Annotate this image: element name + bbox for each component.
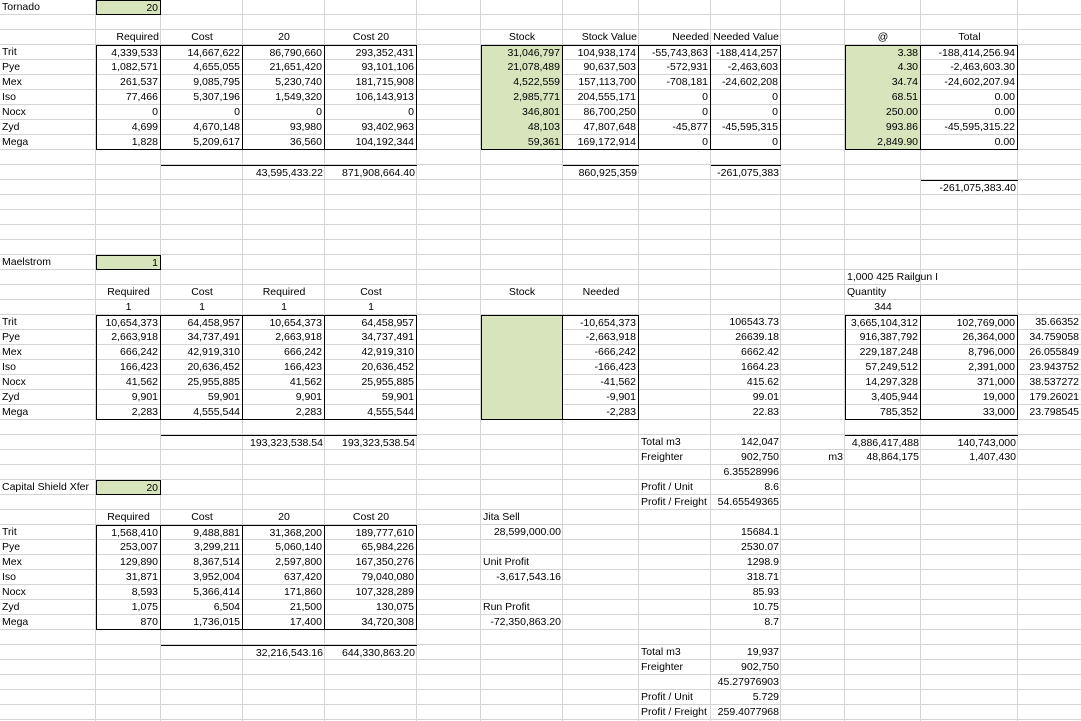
m3-label[interactable]: m3 (828, 451, 843, 463)
table-cell-cost[interactable]: 20,636,452 (161, 360, 243, 375)
table-cell-railgun[interactable]: 33,000 (921, 405, 1018, 420)
table-cell-needed[interactable]: -166,423 (563, 360, 639, 375)
table-cell-quantity[interactable]: 14,297,328 (845, 375, 921, 390)
freighter-ratio[interactable]: 6.35528996 (723, 466, 779, 478)
table-cell-cost-qty[interactable]: 107,328,289 (325, 585, 417, 600)
table-cell-needed-value[interactable]: -45,595,315 (711, 120, 781, 135)
header-required-2[interactable]: Required (262, 286, 306, 298)
table-cell-required-2[interactable]: 166,423 (243, 360, 325, 375)
mineral-name[interactable]: Mega (2, 616, 29, 628)
table-cell-at-price[interactable]: 68.51 (845, 90, 921, 105)
header-cost-qty[interactable]: Cost 20 (352, 511, 390, 523)
table-cell-cost-qty[interactable]: 0 (325, 105, 417, 120)
table-cell-total[interactable]: -2,463,603.30 (921, 60, 1018, 75)
grand-total[interactable]: -261,075,383.40 (921, 180, 1018, 195)
table-cell-m3[interactable]: 22.83 (752, 406, 779, 418)
table-cell-required[interactable]: 253,007 (96, 540, 161, 555)
subheader-required-2[interactable]: 1 (281, 301, 287, 313)
table-cell-stock[interactable]: 346,801 (481, 105, 563, 120)
table-cell-railgun[interactable]: 102,769,000 (921, 315, 1018, 330)
table-cell-cost-qty[interactable]: 293,352,431 (325, 45, 417, 60)
table-cell-total[interactable]: -45,595,315.22 (921, 120, 1018, 135)
table-cell-cost[interactable]: 3,299,211 (161, 540, 243, 555)
mineral-name[interactable]: Pye (2, 61, 21, 73)
table-cell-cost-2[interactable]: 25,955,885 (325, 375, 417, 390)
mineral-name[interactable]: Nocx (2, 106, 26, 118)
table-cell-cost[interactable]: 5,209,617 (161, 135, 243, 150)
tornado-qty-input[interactable]: 20 (96, 0, 161, 15)
table-cell-required-qty[interactable]: 171,860 (243, 585, 325, 600)
table-cell-needed-value[interactable]: -2,463,603 (711, 60, 781, 75)
table-cell-m3[interactable]: 15684.1 (741, 526, 779, 538)
table-cell-required[interactable]: 666,242 (96, 345, 161, 360)
table-cell-at-price[interactable]: 3.38 (845, 45, 921, 60)
table-cell-required-qty[interactable]: 21,500 (243, 600, 325, 615)
table-cell-at-price[interactable]: 2,849.90 (845, 135, 921, 150)
sum-quantity[interactable]: 4,886,417,488 (845, 435, 921, 450)
sum-cost-qty[interactable]: 644,330,863.20 (325, 645, 417, 660)
table-cell-cost[interactable]: 3,952,004 (161, 570, 243, 585)
sum-cost-qty[interactable]: 871,908,664.40 (325, 165, 417, 180)
header-required[interactable]: Required (116, 31, 159, 43)
table-cell-required-qty[interactable]: 637,420 (243, 570, 325, 585)
table-cell-m3[interactable]: 26639.18 (735, 331, 779, 343)
quantity-m3[interactable]: 48,864,175 (866, 451, 919, 463)
table-cell-ratio[interactable]: 23.943752 (1029, 361, 1079, 373)
table-cell-needed[interactable]: -572,931 (639, 60, 711, 75)
table-cell-cost[interactable]: 4,655,055 (161, 60, 243, 75)
mineral-name[interactable]: Pye (2, 541, 21, 553)
table-cell-quantity[interactable]: 916,387,792 (845, 330, 921, 345)
header-cost[interactable]: Cost (191, 286, 213, 298)
table-cell-stock-value[interactable]: 86,700,250 (563, 105, 639, 120)
total-m3-value[interactable]: 142,047 (741, 436, 779, 448)
table-cell-required-qty[interactable]: 21,651,420 (243, 60, 325, 75)
quantity-value[interactable]: 344 (874, 301, 892, 313)
table-cell-required[interactable]: 166,423 (96, 360, 161, 375)
table-cell-stock-value[interactable]: 104,938,174 (563, 45, 639, 60)
table-cell-required[interactable]: 2,663,918 (96, 330, 161, 345)
table-cell-cost-qty[interactable]: 189,777,610 (325, 525, 417, 540)
profit-unit-label[interactable]: Profit / Unit (641, 691, 693, 703)
sum-cost[interactable]: 43,595,433.22 (161, 165, 325, 180)
table-cell-stock[interactable]: 48,103 (481, 120, 563, 135)
table-cell-needed-value[interactable]: 0 (711, 105, 781, 120)
mineral-name[interactable]: Pye (2, 331, 21, 343)
table-cell-needed[interactable]: -666,242 (563, 345, 639, 360)
table-cell-required[interactable]: 0 (96, 105, 161, 120)
mineral-name[interactable]: Nocx (2, 586, 26, 598)
sum-cost[interactable]: 32,216,543.16 (161, 645, 325, 660)
table-cell-required[interactable]: 1,082,571 (96, 60, 161, 75)
maelstrom-label[interactable]: Maelstrom (2, 256, 52, 268)
table-cell-stock-value[interactable]: 204,555,171 (563, 90, 639, 105)
sum-needed-value[interactable]: -261,075,383 (711, 165, 781, 180)
table-cell-needed[interactable]: -708,181 (639, 75, 711, 90)
sum-cost-2[interactable]: 193,323,538.54 (325, 435, 417, 450)
table-cell-railgun[interactable]: 8,796,000 (921, 345, 1018, 360)
freighter-value[interactable]: 902,750 (741, 661, 779, 673)
table-cell-required[interactable]: 129,890 (96, 555, 161, 570)
table-cell-needed-value[interactable]: -188,414,257 (711, 45, 781, 60)
table-cell-cost[interactable]: 64,458,957 (161, 315, 243, 330)
table-cell-cost[interactable]: 8,367,514 (161, 555, 243, 570)
sum-railgun[interactable]: 140,743,000 (921, 435, 1018, 450)
table-cell-cost-qty[interactable]: 106,143,913 (325, 90, 417, 105)
table-cell-required[interactable]: 261,537 (96, 75, 161, 90)
table-cell-ratio[interactable]: 34.759058 (1029, 331, 1079, 343)
table-cell-stock[interactable]: 31,046,797 (481, 45, 563, 60)
header-qty[interactable]: 20 (278, 511, 290, 523)
table-cell-cost-qty[interactable]: 104,192,344 (325, 135, 417, 150)
table-cell-at-price[interactable]: 34.74 (845, 75, 921, 90)
table-cell-cost[interactable]: 25,955,885 (161, 375, 243, 390)
table-cell-m3[interactable]: 85.93 (752, 586, 779, 598)
table-cell-cost-2[interactable]: 42,919,310 (325, 345, 417, 360)
table-cell-cost-qty[interactable]: 79,040,080 (325, 570, 417, 585)
maelstrom-qty-input[interactable]: 1 (96, 255, 161, 270)
table-cell-needed[interactable]: 0 (639, 90, 711, 105)
sum-stock-value[interactable]: 860,925,359 (563, 165, 639, 180)
total-m3-label[interactable]: Total m3 (641, 436, 681, 448)
table-cell-cost-qty[interactable]: 65,984,226 (325, 540, 417, 555)
table-cell-needed[interactable]: -9,901 (563, 390, 639, 405)
mineral-name[interactable]: Iso (2, 91, 17, 103)
table-cell-required-qty[interactable]: 2,597,800 (243, 555, 325, 570)
table-cell-cost[interactable]: 34,737,491 (161, 330, 243, 345)
table-cell-required-qty[interactable]: 86,790,660 (243, 45, 325, 60)
table-cell-required[interactable]: 8,593 (96, 585, 161, 600)
table-cell-needed[interactable]: -2,283 (563, 405, 639, 420)
table-cell-ratio[interactable]: 26.055849 (1029, 346, 1079, 358)
subheader-cost[interactable]: 1 (199, 301, 205, 313)
table-cell-needed[interactable]: -41,562 (563, 375, 639, 390)
total-m3-value[interactable]: 19,937 (746, 646, 779, 658)
table-cell-cost-2[interactable]: 34,737,491 (325, 330, 417, 345)
table-cell-ratio[interactable]: 23.798545 (1029, 406, 1079, 418)
table-cell-required[interactable]: 1,568,410 (96, 525, 161, 540)
table-cell-stock-input[interactable] (481, 330, 563, 345)
header-required[interactable]: Required (107, 286, 150, 298)
railgun-label[interactable]: 1,000 425 Railgun I (847, 271, 939, 283)
mineral-name[interactable]: Trit (2, 316, 17, 328)
table-cell-required-2[interactable]: 10,654,373 (243, 315, 325, 330)
railgun-m3[interactable]: 1,407,430 (969, 451, 1016, 463)
table-cell-cost[interactable]: 5,307,196 (161, 90, 243, 105)
jita-sell-label[interactable]: Jita Sell (483, 511, 520, 523)
table-cell-stock[interactable]: 21,078,489 (481, 60, 563, 75)
table-cell-required[interactable]: 870 (96, 615, 161, 630)
table-cell-stock-input[interactable] (481, 375, 563, 390)
table-cell-stock-input[interactable] (481, 345, 563, 360)
table-cell-stock-value[interactable]: 90,637,503 (563, 60, 639, 75)
table-cell-stock-value[interactable]: 169,172,914 (563, 135, 639, 150)
table-cell-required-2[interactable]: 2,663,918 (243, 330, 325, 345)
table-cell-m3[interactable]: 1664.23 (741, 361, 779, 373)
table-cell-cost-2[interactable]: 64,458,957 (325, 315, 417, 330)
header-cost-2[interactable]: Cost (360, 286, 382, 298)
table-cell-quantity[interactable]: 3,665,104,312 (845, 315, 921, 330)
freighter-value[interactable]: 902,750 (741, 451, 779, 463)
freighter-ratio[interactable]: 45.27976903 (717, 676, 779, 688)
table-cell-railgun[interactable]: 26,364,000 (921, 330, 1018, 345)
table-cell-required-qty[interactable]: 5,230,740 (243, 75, 325, 90)
mineral-name[interactable]: Zyd (2, 121, 20, 133)
mineral-name[interactable]: Iso (2, 361, 17, 373)
table-cell-required[interactable]: 4,339,533 (96, 45, 161, 60)
table-cell-m3[interactable]: 106543.73 (729, 316, 779, 328)
header-stock[interactable]: Stock (508, 31, 536, 43)
table-cell-cost[interactable]: 6,504 (161, 600, 243, 615)
header-needed[interactable]: Needed (582, 286, 620, 298)
table-cell-cost-qty[interactable]: 130,075 (325, 600, 417, 615)
table-cell-ratio[interactable]: 38.537272 (1029, 376, 1079, 388)
mineral-name[interactable]: Zyd (2, 391, 20, 403)
header-cost[interactable]: Cost (191, 31, 213, 43)
table-cell-m3[interactable]: 10.75 (752, 601, 779, 613)
table-cell-required[interactable]: 1,828 (96, 135, 161, 150)
table-cell-quantity[interactable]: 229,187,248 (845, 345, 921, 360)
profit-freight-value[interactable]: 54.65549365 (717, 496, 779, 508)
mineral-name[interactable]: Iso (2, 571, 17, 583)
table-cell-needed[interactable]: 0 (639, 135, 711, 150)
header-cost[interactable]: Cost (191, 511, 213, 523)
table-cell-m3[interactable]: 6662.42 (741, 346, 779, 358)
table-cell-cost[interactable]: 4,555,544 (161, 405, 243, 420)
table-cell-required-2[interactable]: 2,283 (243, 405, 325, 420)
table-cell-total[interactable]: 0.00 (921, 105, 1018, 120)
table-cell-required-qty[interactable]: 17,400 (243, 615, 325, 630)
table-cell-required-qty[interactable]: 1,549,320 (243, 90, 325, 105)
mineral-name[interactable]: Mega (2, 406, 29, 418)
table-cell-required[interactable]: 31,871 (96, 570, 161, 585)
table-cell-needed[interactable]: -55,743,863 (639, 45, 711, 60)
table-cell-total[interactable]: -188,414,256.94 (921, 45, 1018, 60)
tornado-label[interactable]: Tornado (2, 1, 40, 13)
table-cell-total[interactable]: 0.00 (921, 135, 1018, 150)
jita-sell-value[interactable]: 28,599,000.00 (493, 526, 561, 538)
table-cell-cost-qty[interactable]: 93,101,106 (325, 60, 417, 75)
profit-freight-value[interactable]: 259.4077968 (717, 706, 779, 718)
header-required[interactable]: Required (107, 511, 150, 523)
header-needed-value[interactable]: Needed Value (713, 31, 779, 43)
table-cell-stock-value[interactable]: 157,113,700 (563, 75, 639, 90)
table-cell-at-price[interactable]: 4.30 (845, 60, 921, 75)
table-cell-required-qty[interactable]: 36,560 (243, 135, 325, 150)
table-cell-needed-value[interactable]: 0 (711, 135, 781, 150)
table-cell-cost-2[interactable]: 59,901 (325, 390, 417, 405)
capital-shield-label[interactable]: Capital Shield Xfer (2, 481, 89, 493)
table-cell-required-qty[interactable]: 31,368,200 (243, 525, 325, 540)
header-qty[interactable]: 20 (278, 31, 290, 43)
table-cell-required[interactable]: 1,075 (96, 600, 161, 615)
header-total[interactable]: Total (958, 31, 981, 43)
table-cell-cost-qty[interactable]: 167,350,276 (325, 555, 417, 570)
mineral-name[interactable]: Mega (2, 136, 29, 148)
table-cell-cost[interactable]: 14,667,622 (161, 45, 243, 60)
table-cell-stock-input[interactable] (481, 360, 563, 375)
table-cell-needed[interactable]: -45,877 (639, 120, 711, 135)
table-cell-required-2[interactable]: 9,901 (243, 390, 325, 405)
freighter-label[interactable]: Freighter (641, 661, 684, 673)
profit-unit-value[interactable]: 8.6 (764, 481, 779, 493)
subheader-cost-2[interactable]: 1 (368, 301, 374, 313)
table-cell-railgun[interactable]: 371,000 (921, 375, 1018, 390)
table-cell-cost[interactable]: 4,670,148 (161, 120, 243, 135)
mineral-name[interactable]: Mex (2, 76, 22, 88)
table-cell-m3[interactable]: 318.71 (746, 571, 779, 583)
table-cell-cost[interactable]: 59,901 (161, 390, 243, 405)
profit-unit-value[interactable]: 5.729 (752, 691, 779, 703)
table-cell-cost[interactable]: 9,488,881 (161, 525, 243, 540)
table-cell-needed[interactable]: 0 (639, 105, 711, 120)
table-cell-stock-input[interactable] (481, 315, 563, 330)
freighter-label[interactable]: Freighter (641, 451, 684, 463)
table-cell-cost[interactable]: 9,085,795 (161, 75, 243, 90)
table-cell-required[interactable]: 9,901 (96, 390, 161, 405)
table-cell-required[interactable]: 41,562 (96, 375, 161, 390)
table-cell-stock[interactable]: 4,522,559 (481, 75, 563, 90)
table-cell-required-2[interactable]: 41,562 (243, 375, 325, 390)
table-cell-stock[interactable]: 59,361 (481, 135, 563, 150)
sum-cost[interactable]: 193,323,538.54 (161, 435, 325, 450)
table-cell-required-qty[interactable]: 0 (243, 105, 325, 120)
table-cell-needed[interactable]: -10,654,373 (563, 315, 639, 330)
header-at-price[interactable]: @ (877, 31, 889, 43)
table-cell-required-qty[interactable]: 5,060,140 (243, 540, 325, 555)
header-needed[interactable]: Needed (672, 31, 709, 43)
mineral-name[interactable]: Mex (2, 346, 22, 358)
table-cell-total[interactable]: -24,602,207.94 (921, 75, 1018, 90)
mineral-name[interactable]: Trit (2, 46, 17, 58)
table-cell-cost-qty[interactable]: 181,715,908 (325, 75, 417, 90)
profit-unit-label[interactable]: Profit / Unit (641, 481, 693, 493)
header-stock-value[interactable]: Stock Value (581, 31, 637, 43)
table-cell-stock[interactable]: 2,985,771 (481, 90, 563, 105)
table-cell-required-qty[interactable]: 93,980 (243, 120, 325, 135)
unit-profit-value[interactable]: -3,617,543.16 (496, 571, 561, 583)
table-cell-cost-2[interactable]: 4,555,544 (325, 405, 417, 420)
header-cost-qty[interactable]: Cost 20 (352, 31, 390, 43)
table-cell-needed[interactable]: -2,663,918 (563, 330, 639, 345)
profit-freight-label[interactable]: Profit / Freight (641, 706, 707, 718)
table-cell-quantity[interactable]: 57,249,512 (845, 360, 921, 375)
capital-qty-input[interactable]: 20 (96, 480, 161, 495)
table-cell-required-2[interactable]: 666,242 (243, 345, 325, 360)
table-cell-m3[interactable]: 99.01 (752, 391, 779, 403)
table-cell-needed-value[interactable]: 0 (711, 90, 781, 105)
mineral-name[interactable]: Mex (2, 556, 22, 568)
table-cell-quantity[interactable]: 785,352 (845, 405, 921, 420)
subheader-required[interactable]: 1 (125, 301, 132, 313)
table-cell-m3[interactable]: 1298.9 (746, 556, 779, 568)
table-cell-stock-value[interactable]: 47,807,648 (563, 120, 639, 135)
table-cell-cost[interactable]: 42,919,310 (161, 345, 243, 360)
table-cell-stock-input[interactable] (481, 405, 563, 420)
table-cell-required[interactable]: 2,283 (96, 405, 161, 420)
unit-profit-label[interactable]: Unit Profit (483, 556, 530, 568)
table-cell-railgun[interactable]: 19,000 (921, 390, 1018, 405)
run-profit-label[interactable]: Run Profit (483, 601, 530, 613)
table-cell-ratio[interactable]: 179.26021 (1029, 391, 1079, 403)
total-m3-label[interactable]: Total m3 (641, 646, 681, 658)
table-cell-cost[interactable]: 0 (161, 105, 243, 120)
table-cell-required[interactable]: 77,466 (96, 90, 161, 105)
table-cell-cost-qty[interactable]: 34,720,308 (325, 615, 417, 630)
table-cell-required[interactable]: 10,654,373 (96, 315, 161, 330)
mineral-name[interactable]: Nocx (2, 376, 26, 388)
header-quantity[interactable]: Quantity (847, 286, 887, 298)
run-profit-value[interactable]: -72,350,863.20 (490, 616, 561, 628)
table-cell-m3[interactable]: 2530.07 (741, 541, 779, 553)
mineral-name[interactable]: Trit (2, 526, 17, 538)
table-cell-needed-value[interactable]: -24,602,208 (711, 75, 781, 90)
table-cell-m3[interactable]: 8.7 (764, 616, 779, 628)
table-cell-railgun[interactable]: 2,391,000 (921, 360, 1018, 375)
table-cell-m3[interactable]: 415.62 (746, 376, 779, 388)
profit-freight-label[interactable]: Profit / Freight (641, 496, 707, 508)
table-cell-cost-qty[interactable]: 93,402,963 (325, 120, 417, 135)
table-cell-ratio[interactable]: 35.66352 (1035, 316, 1079, 328)
header-stock[interactable]: Stock (508, 286, 536, 298)
table-cell-required[interactable]: 4,699 (96, 120, 161, 135)
table-cell-stock-input[interactable] (481, 390, 563, 405)
table-cell-total[interactable]: 0.00 (921, 90, 1018, 105)
table-cell-at-price[interactable]: 250.00 (845, 105, 921, 120)
table-cell-cost[interactable]: 1,736,015 (161, 615, 243, 630)
table-cell-quantity[interactable]: 3,405,944 (845, 390, 921, 405)
table-cell-cost[interactable]: 5,366,414 (161, 585, 243, 600)
mineral-name[interactable]: Zyd (2, 601, 20, 613)
table-cell-cost-2[interactable]: 20,636,452 (325, 360, 417, 375)
table-cell-at-price[interactable]: 993.86 (845, 120, 921, 135)
